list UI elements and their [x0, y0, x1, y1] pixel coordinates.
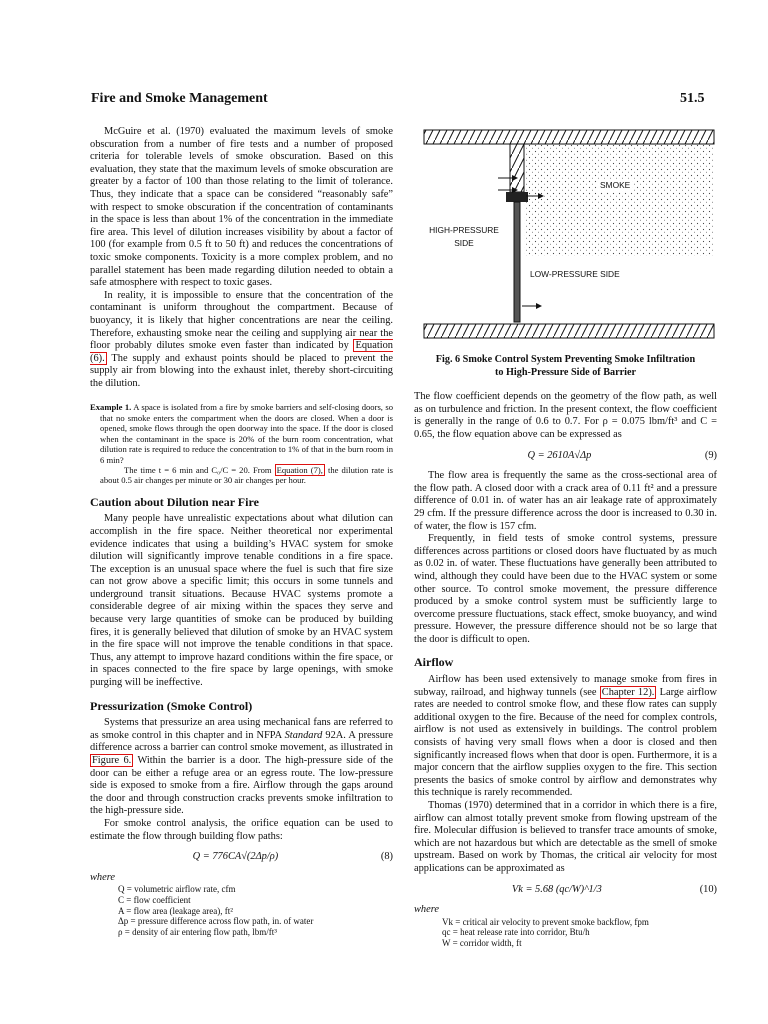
- definition-item: ρ = density of air entering flow path, lbm/ft³: [118, 926, 277, 937]
- paragraph-flow-area: The flow area is frequently the same as the cross-sectional area of the flow path. A closed door with a crack area of 0.11 ft² and a pressure difference of 0.01 in. of water has an air leakage rate of approximately 29 cfm. If the pressure difference across the door is increased to 0.30 in. of water, the flow is 157 cfm.: [414, 470, 717, 532]
- heading-airflow: Airflow: [414, 655, 454, 670]
- heading-pressurization: Pressurization (Smoke Control): [90, 698, 253, 713]
- figure-6-link[interactable]: Figure 6.: [92, 755, 132, 766]
- chapter-12-link[interactable]: Chapter 12).: [601, 686, 655, 698]
- paragraph-dilution-caution: Many people have unrealistic expectations about what dilution can accomplish in the fire space. Neither theoretical nor experimental evidence indicates that using a building’s HVAC system for smoke dilution will significantly improve tenable conditions in a fire space. The exception is an unusual space where the fuel is such that fire size can not grow above a specific limit; this occurs in some tunnels and underground transit situations. Because HVAC systems promote a considerable degree of air mixing within the spaces they serve and because very large quantities of smoke can be produced by building fires, it is generally believed that dilution of smoke by an HVAC system in the fire space will not improve the tenable conditions in that space. Thus, any attempt to improve hazard conditions within the fire space, or in spaces connected to the fire space by large openings, with smoke purging will be ineffective.: [90, 513, 393, 689]
- high-pressure-label: HIGH-PRESSURE SIDE: [429, 225, 499, 248]
- running-head-title: Fire and Smoke Management: [91, 91, 268, 106]
- low-pressure-label: LOW-PRESSURE SIDE: [530, 269, 620, 279]
- definition-item: Δp = pressure difference across flow path, in. of water: [118, 916, 314, 927]
- variable-definitions-right: [414, 917, 717, 949]
- where-label-right: where: [414, 904, 440, 916]
- example-1: Example 1. A space is isolated from a fire by smoke barriers and self-closing doors, so that no smoke enters the compartment when the doors are closed. When a door is opened, smoke flows through the open doorway into the space. If the door is closed when the contaminant in the space is 20% of the burn room concentration, what dilution rate is required to reduce the concentration to 1% of that in the burn room in 6 min? The time t = 6 min and C₀/C = 20. From Equation (7), the dilution rate is about 0.5 air changes per minute or 30 air changes per hour.: [90, 402, 393, 486]
- page-number: 51.5: [680, 91, 705, 106]
- variable-definitions: [90, 884, 393, 937]
- definition-item: A = flow area (leakage area), ft²: [118, 905, 233, 916]
- equation-9-formula: Q = 2610A√Δp: [527, 449, 592, 461]
- definition-item: qc = heat release rate into corridor, Btu/h: [442, 927, 590, 938]
- equation-8-formula: Q = 776CA√(2Δp/ρ): [192, 851, 279, 863]
- example-label: Example 1.: [90, 402, 132, 413]
- equation-6-link[interactable]: Equation (6).: [90, 340, 393, 364]
- paragraph-mcguire: McGuire et al. (1970) evaluated the maximum levels of smoke obscuration from a number of fire tests and a number of proposed criteria for tolerable levels of smoke obscuration. Based on this evaluation, they state that the maximum levels of smoke obscuration are greater by a factor of 100 than those relating to the limit of tolerance. Thus, they indicate that a space can be considered “reasonably safe” with respect to smoke obscuration if the concentration of contaminants in the space is less than about 1% of the concentration in the immediate fire area. This level of dilution increases visibility by about a factor of 100 (for example from 0.5 ft to 50 ft) and reduces the concentrations of toxic smoke components. Toxicity is a more complex problem, and no parallel statement has been made regarding dilution needed to obtain a safe atmosphere with respect to toxic gases.: [90, 126, 393, 289]
- ceiling-slab: [424, 130, 714, 144]
- smoke-label: SMOKE: [600, 180, 631, 190]
- equation-9: [414, 450, 717, 463]
- paragraph-orifice: For smoke control analysis, the orifice equation can be used to estimate the flow through building flow paths:: [90, 817, 393, 842]
- paragraph-thomas: Thomas (1970) determined that in a corridor in which there is a fire, airflow can almost totally prevent smoke from flowing upstream of the fire. Molecular diffusion is believed to transfer trace amounts of smoke, which are not hazardous but which are detectable as the smell of smoke upstream. Based on work by Thomas, the critical air velocity for most applications can be approximated as: [414, 800, 717, 874]
- right-column: [414, 126, 717, 949]
- paragraph-flow-coefficient: The flow coefficient depends on the geometry of the flow path, as well as on turbulence and friction. In the present context, the flow coefficient is generally in the range of 0.6 to 0.7. For ρ = 0.075 lbm/ft³ and C = 0.65, the flow equation above can be expressed as: [414, 391, 717, 440]
- heading-caution-dilution: Caution about Dilution near Fire: [90, 494, 259, 509]
- paragraph-airflow: Airflow has been used extensively to manage smoke from fires in subway, railroad, and highway tunnels (see Chapter 12). Large airflow rates are needed to control smoke flow, and these flow rates can supply additional oxygen to the fire. Because of the need for complex controls, airflow is not used as extensively in buildings. The control problem consists of having very small flows when a door is closed and then significantly increased flows when that door is open. Furthermore, it is a major concern that the airflow supplies oxygen to the fire. This section presents the basics of smoke control by airflow and demonstrates why this technique is rarely recommended.: [414, 674, 717, 799]
- definition-item: W = corridor width, ft: [442, 937, 522, 948]
- equation-9-number: (9): [704, 449, 717, 461]
- definition-item: Q = volumetric airflow rate, cfm: [118, 884, 236, 895]
- definition-item: Vk = critical air velocity to prevent smoke backflow, fpm: [442, 916, 649, 927]
- figure-6-caption: Fig. 6 Smoke Control System Preventing Smoke Infiltration to High-Pressure Side of Barrier: [435, 354, 696, 378]
- equation-10: [414, 884, 717, 897]
- barrier-wall: [510, 144, 524, 192]
- paragraph-pressurization: Systems that pressurize an area using mechanical fans are referred to as smoke control in this chapter and in NFPA Standard 92A. A pressure difference across a barrier can control smoke movement, as illustrated in Figure 6. Within the barrier is a door. The high-pressure side of the door can be either a refuge area or an egress route. The low-pressure side is exposed to smoke from a fire. Airflow through the gaps around the door and through construction cracks prevents smoke infiltration to the high-pressure side.: [90, 717, 393, 817]
- smoke-region: [524, 144, 714, 256]
- door: [514, 202, 520, 322]
- paragraph-field-tests: Frequently, in field tests of smoke control systems, pressure differences across partitions or closed doors have fluctuated by as much as 0.02 in. of water. These fluctuations have generally been attributed to wind, although they could have been due to the HVAC system or some other source. To control smoke movement, the pressure difference produced by a smoke control system must be sufficiently large to overcome pressure fluctuations, stack effect, smoke buoyancy, and wind pressure. However, the pressure difference should not be so large that the door is difficult to open.: [414, 533, 717, 645]
- equation-7-link[interactable]: Equation (7),: [276, 464, 323, 475]
- floor-slab: [424, 324, 714, 338]
- equation-8: [90, 851, 393, 864]
- left-column: [90, 126, 393, 937]
- equation-10-number: (10): [699, 883, 717, 895]
- equation-8-number: (8): [380, 851, 393, 863]
- door-frame: [506, 192, 528, 202]
- where-label: where: [90, 871, 116, 883]
- figure-6: [414, 126, 717, 348]
- equation-10-formula: Vk = 5.68 (qc/W)^1/3: [511, 883, 602, 895]
- definition-item: C = flow coefficient: [118, 894, 191, 905]
- paragraph-buoyancy: In reality, it is impossible to ensure that the concentration of the contaminant is uniform throughout the compartment. Because of buoyancy, it is likely that higher concentrations are near the ceiling. Therefore, exhausting smoke near the ceiling and supplying air near the floor probably dilutes smoke even faster than indicated by Equation (6). The supply and exhaust points should be placed to prevent the supply air from blowing into the exhaust inlet, thereby short-circuiting the dilution.: [90, 289, 393, 389]
